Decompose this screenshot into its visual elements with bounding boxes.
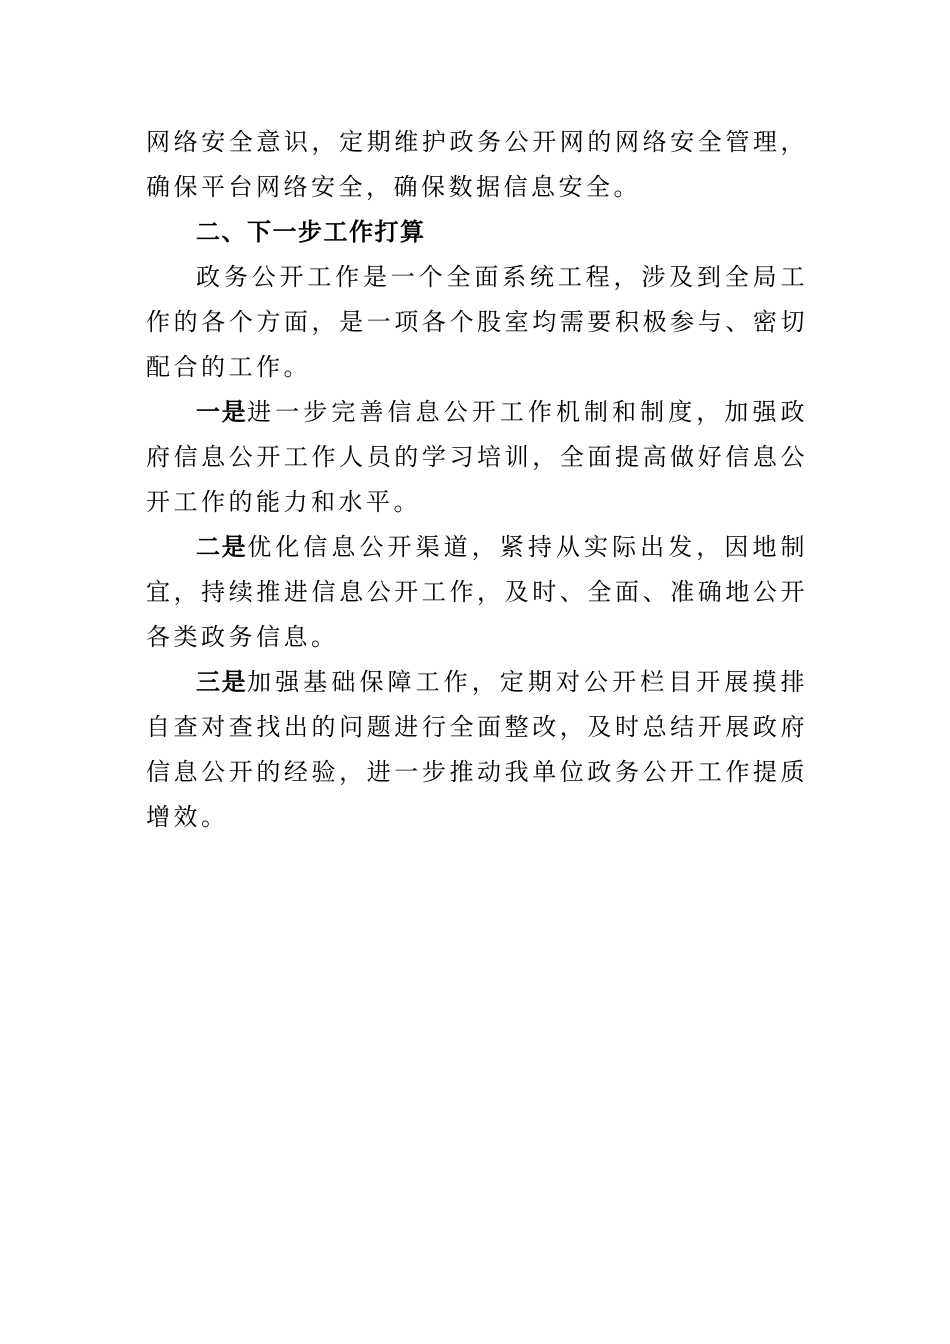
intro-paragraph: 政务公开工作是一个全面系统工程，涉及到全局工作的各个方面，是一项各个股室均需要积极参与、密切配合的工作。	[146, 263, 808, 381]
item-lead-3: 三是	[196, 668, 248, 696]
section-heading: 二、下一步工作打算	[196, 218, 426, 246]
item-text-1: 进一步完善信息公开工作机制和制度，加强政府信息公开工作人员的学习培训，全面提高做好信息公开工作的能力和水平。	[146, 398, 809, 516]
item-lead-2: 二是	[196, 533, 248, 561]
paragraph-continuation: 网络安全意识，定期维护政务公开网的网络安全管理，确保平台网络安全，确保数据信息安全。	[146, 128, 808, 201]
item-lead-1: 一是	[196, 398, 248, 426]
item-paragraph-1	[146, 390, 808, 525]
item-paragraph-2	[146, 525, 808, 660]
document-body	[146, 120, 808, 840]
item-paragraph-3	[146, 660, 808, 840]
item-text-3: 加强基础保障工作，定期对公开栏目开展摸排自查对查找出的问题进行全面整改，及时总结开展政府信息公开的经验，进一步推动我单位政务公开工作提质增效。	[146, 668, 809, 831]
item-text-2: 优化信息公开渠道，紧持从实际出发，因地制宜，持续推进信息公开工作，及时、全面、准确地公开各类政务信息。	[146, 533, 809, 651]
